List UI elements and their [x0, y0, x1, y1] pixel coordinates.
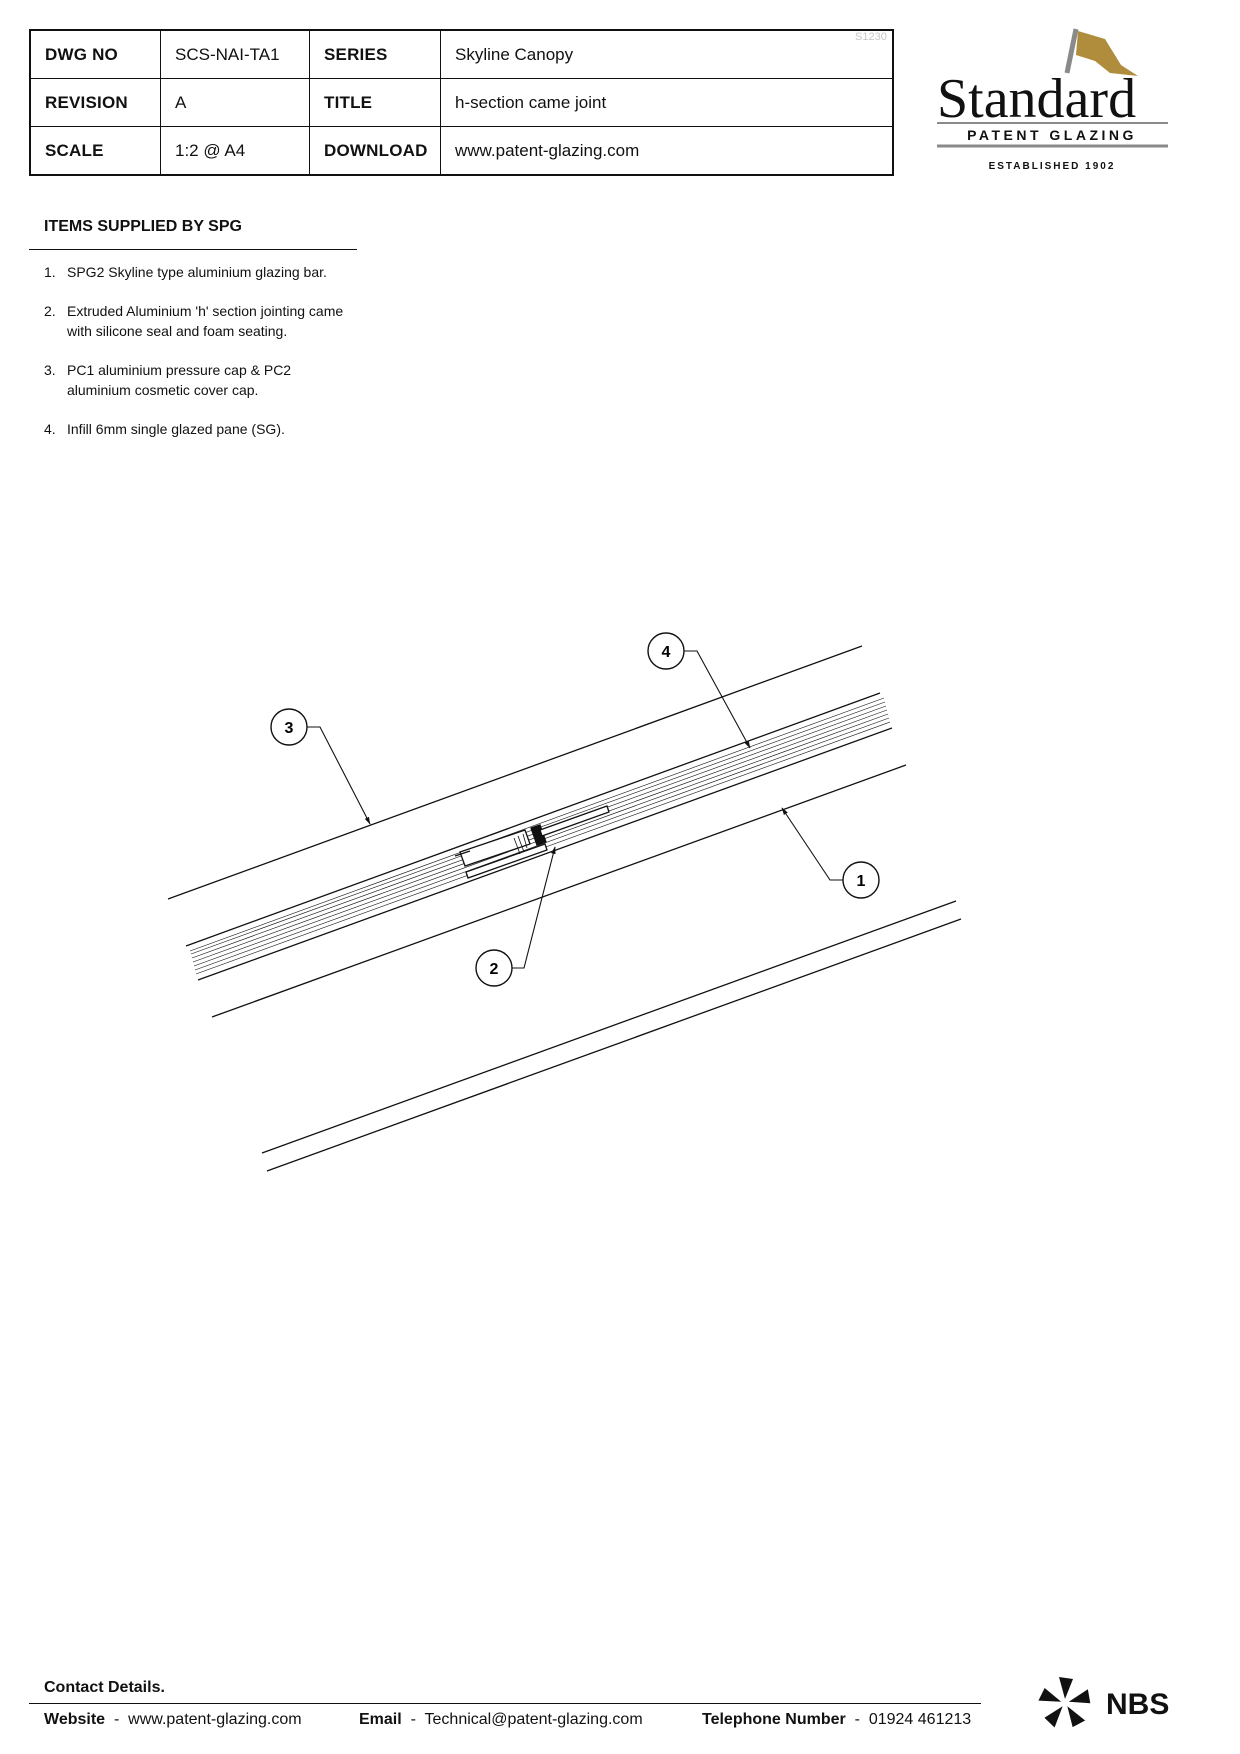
list-item: [44, 419, 364, 439]
sheet-ref: S1230: [855, 31, 887, 43]
contact-rule: [29, 1703, 981, 1704]
glazing-bar-line: [212, 765, 906, 1017]
title-value: h-section came joint: [441, 79, 894, 127]
item-number: 1.: [44, 264, 56, 280]
items-heading-rule: [29, 249, 357, 250]
revision-label: REVISION: [30, 79, 161, 127]
website-link[interactable]: www.patent-glazing.com: [128, 1711, 302, 1728]
nbs-text: NBS: [1106, 1688, 1170, 1721]
contact-heading: Contact Details.: [44, 1679, 165, 1696]
items-heading: ITEMS SUPPLIED BY SPG: [44, 218, 242, 235]
leader-1: [782, 808, 843, 880]
item-number: 2.: [44, 303, 56, 319]
item-text: SPG2 Skyline type aluminium glazing bar.: [67, 264, 327, 280]
phone-label: Telephone Number: [702, 1711, 846, 1728]
contact-phone: Telephone Number - 01924 461213: [702, 1711, 972, 1728]
title-label: TITLE: [310, 79, 441, 127]
logo-established: ESTABLISHED 1902: [988, 161, 1116, 172]
callout-2: [476, 950, 512, 986]
joint-section-drawing: [0, 600, 1240, 1200]
item-text: Infill 6mm single glazed pane (SG).: [67, 421, 285, 437]
contact-website: Website - www.patent-glazing.com: [44, 1711, 302, 1728]
series-label: SERIES: [310, 30, 441, 79]
scale-label: SCALE: [30, 127, 161, 176]
callout-2-label: 2: [489, 961, 499, 978]
structure-line-upper: [262, 901, 956, 1153]
download-link[interactable]: www.patent-glazing.com: [441, 127, 894, 176]
email-link[interactable]: Technical@patent-glazing.com: [424, 1711, 643, 1728]
callout-4: [648, 633, 684, 669]
list-item: [44, 301, 364, 341]
standard-logo: [935, 25, 1185, 180]
h-section-came: [455, 806, 609, 878]
structure-line-lower: [267, 919, 961, 1171]
list-item: [44, 262, 364, 282]
dwg-no-value: SCS-NAI-TA1: [161, 30, 310, 79]
email-label: Email: [359, 1711, 402, 1728]
glass-bottom-edge: [198, 728, 892, 980]
item-text: PC1 aluminium pressure cap & PC2: [67, 362, 292, 378]
callout-1: [843, 862, 879, 898]
callout-4-label: 4: [661, 644, 671, 661]
scale-value: 1:2 @ A4: [161, 127, 310, 176]
logo-subtitle: PATENT GLAZING: [967, 127, 1137, 143]
callout-1-label: 1: [856, 873, 866, 890]
list-item: [44, 360, 364, 400]
logo-name: Standard: [937, 68, 1137, 130]
item-text-cont: aluminium cosmetic cover cap.: [67, 382, 259, 398]
item-text-cont: with silicone seal and foam seating.: [67, 323, 288, 339]
callout-3-label: 3: [284, 720, 294, 737]
items-list: [44, 262, 364, 458]
website-label: Website: [44, 1711, 106, 1728]
leader-3: [307, 727, 370, 824]
title-block: [29, 29, 894, 176]
phone-number[interactable]: 01924 461213: [868, 1711, 972, 1728]
item-number: 4.: [44, 421, 56, 437]
nbs-logo: [1035, 1670, 1170, 1735]
nbs-flower-icon: [1038, 1677, 1092, 1729]
dwg-no-label: DWG NO: [30, 30, 161, 79]
item-text: Extruded Aluminium 'h' section jointing came: [67, 303, 344, 319]
callout-3: [271, 709, 307, 745]
leader-2: [512, 847, 555, 968]
revision-value: A: [161, 79, 310, 127]
contact-email: Email - Technical@patent-glazing.com: [359, 1711, 643, 1728]
series-value: Skyline Canopy: [441, 30, 894, 79]
item-number: 3.: [44, 362, 56, 378]
download-label: DOWNLOAD: [310, 127, 441, 176]
